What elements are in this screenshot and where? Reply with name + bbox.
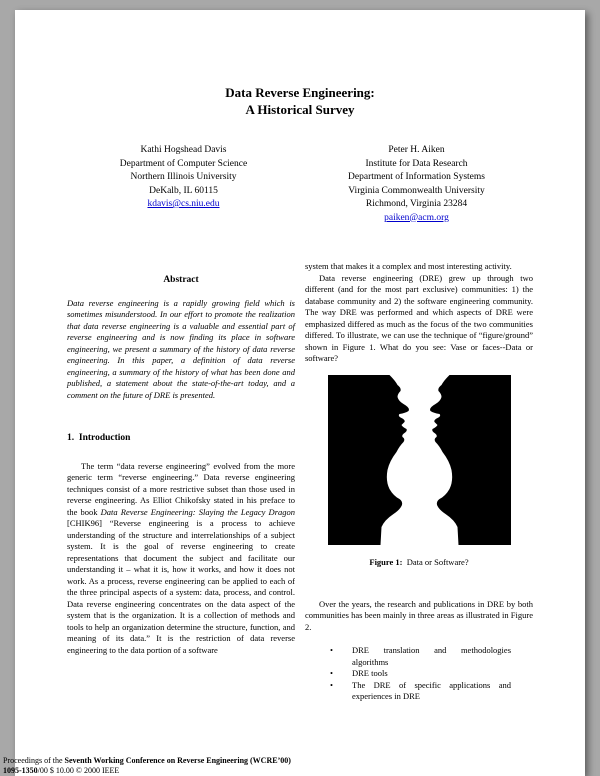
vase-faces-illusion-image [328, 375, 511, 545]
two-column-body [67, 261, 533, 711]
bullet-item-text: The DRE of specific applications and experiences in DRE [352, 679, 511, 701]
author-right-affil2: Department of Information Systems [348, 172, 485, 182]
author-left-affil2: Northern Illinois University [130, 172, 237, 182]
paper-title-line1: Data Reverse Engineering: [225, 85, 375, 100]
figure-1-caption [305, 557, 533, 569]
dre-areas-bullet-list [330, 645, 511, 703]
bullet-item-text: DRE translation and methodologies algorithms [352, 645, 511, 667]
rubin-vase-figure [328, 375, 511, 545]
author-right-email-link[interactable]: paiken@acm.org [384, 212, 449, 223]
bullet-item [330, 680, 511, 703]
intro-book-title: Data Reverse Engineering: Slaying the Legacy Dragon [100, 506, 295, 517]
bullet-item [330, 668, 511, 680]
bullet-glyph: • [330, 645, 333, 655]
paper-title-line2: A Historical Survey [245, 102, 355, 117]
figure-1 [305, 375, 533, 569]
paper-content [67, 10, 533, 711]
intro-text-part2: [CHIK96] “Reverse engineering is a process to achieve understanding of the structure and interrelationships of a subject system. It is the goal of reverse engineering to create representations that document the subject and facilitate our understanding it – what it is, how it works, and how it does not work. As a process, reverse engineering can be applied to each of the three principal aspects of a system: data, process, and control. Data reverse engineering concentrates on the data aspect of the system that is the organization. It is a collection of methods and tools to help an organization determine the structure, function, and meaning of its data.” It is the restriction of data reverse engineering to the data portion of a software [67, 518, 295, 655]
left-column [67, 261, 295, 711]
bullet-item-text: DRE tools [352, 668, 388, 678]
right-paragraph-1: system that makes it a complex and most interesting activity. [305, 261, 512, 271]
bullet-glyph: • [330, 668, 333, 678]
author-left [67, 144, 300, 225]
author-right-affil3: Virginia Commonwealth University [348, 185, 485, 196]
bullet-item [330, 645, 511, 668]
author-right-affil1: Institute for Data Research [365, 158, 468, 169]
abstract-heading: Abstract [163, 275, 199, 285]
author-left-affil3: DeKalb, IL 60115 [149, 185, 218, 196]
abstract-text: Data reverse engineering is a rapidly growing field which is sometimes misunderstood. In our effort to promote the realization that data reverse engineering is a valuable and essential part of reverse engineering and is now finding its place in software engineering, we present a summary of the history of data reverse engineering. In this paper, a definition of data reverse engineering, a summary of the history of what has been done and published, a statement about the state-of-the-art today, and a comment on the future of DRE is presented. [67, 297, 295, 400]
bullet-glyph: • [330, 679, 333, 690]
author-right-affil4: Richmond, Virginia 23284 [365, 199, 468, 209]
figure-1-caption-label: Figure 1: [369, 557, 403, 567]
right-column [305, 261, 533, 711]
figure-1-caption-text: Data or Software? [402, 557, 469, 567]
author-left-affil1: Department of Computer Science [119, 158, 248, 169]
right-paragraph-3: Over the years, the research and publications in DRE by both communities has been mainly in three areas as illustrated in Figure 2. [305, 598, 533, 632]
paper-title [67, 84, 533, 118]
footer-conference-name: Seventh Working Conference on Reverse Engineering (WCRE’00) [64, 756, 291, 765]
footer-line1-normal: Proceedings of the [3, 756, 65, 765]
intro-text-part1: The term “data reverse engineering” evolved from the more generic term “reverse engineering.” Data reverse engineering techniques consist of a more restrictive subset than those used in reverse engineering. As Elliot Chikofsky stated in his preface to the book [67, 460, 295, 517]
introduction-paragraph [67, 461, 295, 657]
footer-line1 [3, 756, 291, 766]
right-paragraph-2: Data reverse engineering (DRE) grew up through two different (and for the most part exclusive) communities: 1) the database community and 2) the software engineering community. The way DRE was performed and which aspects of DRE were emphasized differed as much as the focus of the two communities differed. To illustrate, we can use the technique of “figure/ground” shown in Figure 1. What do you see: Vase or faces--Data or software? [305, 272, 533, 363]
footer-line2 [3, 766, 291, 776]
author-right-name: Peter H. Aiken [388, 145, 445, 155]
footer-copyright: /00 $ 10.00 © 2000 IEEE [37, 765, 120, 775]
authors-row [67, 144, 533, 225]
introduction-heading: 1. Introduction [67, 433, 131, 443]
author-left-name: Kathi Hogshead Davis [140, 145, 227, 155]
author-right [300, 144, 533, 225]
author-left-email-link[interactable]: kdavis@cs.niu.edu [147, 199, 220, 209]
proceedings-footer [3, 756, 291, 775]
paper-sheet [15, 10, 585, 776]
footer-issn: 1095-1350 [3, 765, 38, 775]
